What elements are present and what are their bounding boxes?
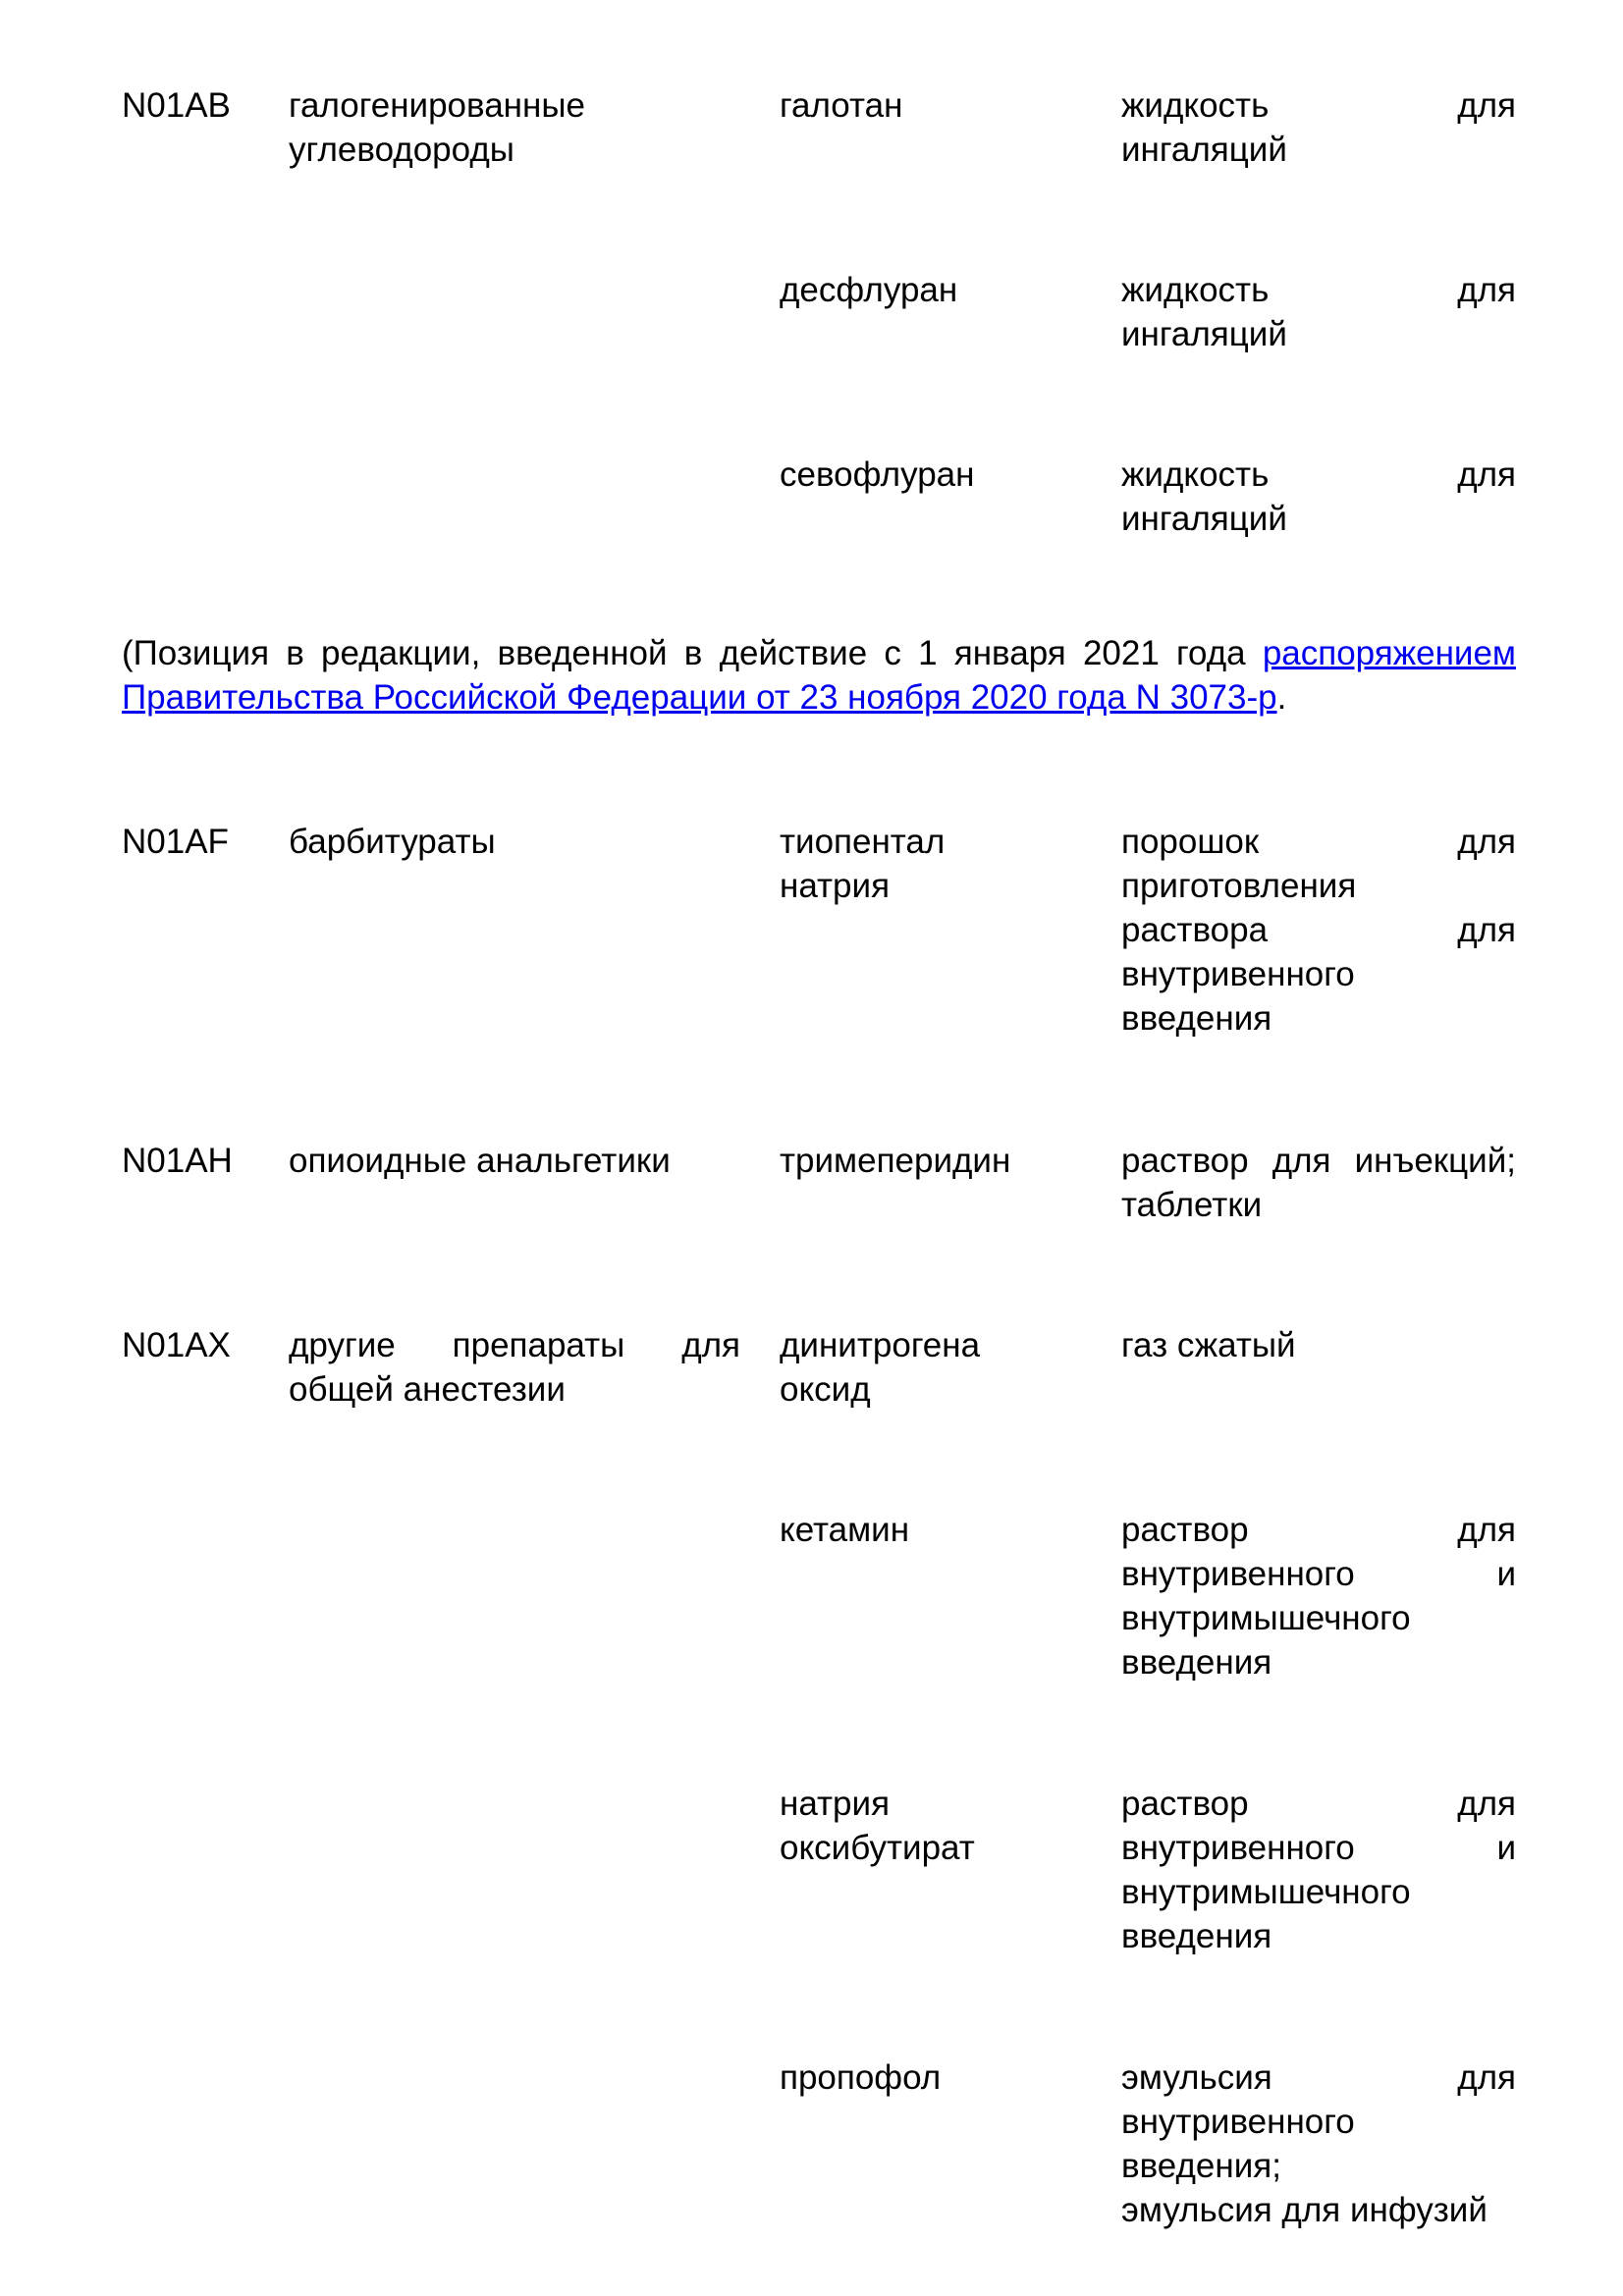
form-line: приготовления xyxy=(1121,867,1357,905)
anatomical-therapeutic-group xyxy=(289,1139,740,1183)
group-line: углеводороды xyxy=(289,131,514,169)
form-line: введения xyxy=(1121,1917,1272,1955)
amendment-note xyxy=(122,631,1516,720)
drug-name xyxy=(780,453,1064,497)
form-line: эмульсия для инфузий xyxy=(1121,2191,1488,2229)
form-line: газ сжатый xyxy=(1121,1326,1296,1364)
form-line: введения; xyxy=(1121,2147,1281,2185)
note-prefix: (Позиция в редакции, введенной в действие с 1 января 2021 года xyxy=(122,634,1263,672)
form-line: жидкость для xyxy=(1121,86,1516,125)
form-line: внутривенного xyxy=(1121,2103,1355,2141)
drug-line: натрия xyxy=(780,1785,891,1823)
drug-line: тиопентал xyxy=(780,823,946,861)
drug-name xyxy=(780,1139,1064,1183)
dosage-form xyxy=(1121,453,1516,541)
drug-line: динитрогена xyxy=(780,1326,981,1364)
group-line: опиоидные анальгетики xyxy=(289,1142,671,1180)
form-line: раствор для xyxy=(1121,1511,1516,1549)
drug-line: натрия xyxy=(780,867,891,905)
form-line: жидкость для xyxy=(1121,455,1516,494)
atc-code: N01AH xyxy=(122,1142,233,1180)
form-line: таблетки xyxy=(1121,1186,1263,1224)
form-line: введения xyxy=(1121,999,1272,1038)
dosage-form xyxy=(1121,1782,1516,1958)
form-line: ингаляций xyxy=(1121,500,1287,538)
drug-line: оксид xyxy=(780,1370,871,1409)
form-line: раствор для xyxy=(1121,1785,1516,1823)
dosage-form xyxy=(1121,1508,1516,1684)
note-suffix: . xyxy=(1276,678,1287,717)
anatomical-therapeutic-group xyxy=(289,83,740,172)
amendment-link[interactable]: распоряжением Правительства Российской Федерации от 23 ноября 2020 года N 3073-р xyxy=(122,634,1516,717)
drug-name xyxy=(780,1508,1064,1552)
drug-name xyxy=(780,1782,1064,1870)
drug-line: оксибутират xyxy=(780,1829,975,1867)
dosage-form xyxy=(1121,268,1516,356)
drug-name xyxy=(780,1323,1064,1412)
form-line: раствора для xyxy=(1121,911,1516,949)
form-line: внутримышечного xyxy=(1121,1873,1411,1911)
group-line: общей анестезии xyxy=(289,1370,566,1409)
drug-name xyxy=(780,83,1064,128)
drug-line: севофлуран xyxy=(780,455,975,494)
form-line: внутривенного и xyxy=(1121,1555,1516,1593)
drug-line: пропофол xyxy=(780,2058,942,2097)
form-line: ингаляций xyxy=(1121,315,1287,353)
drug-line: кетамин xyxy=(780,1511,910,1549)
drug-line: тримеперидин xyxy=(780,1142,1011,1180)
anatomical-therapeutic-group xyxy=(289,1323,740,1412)
atc-code: N01AX xyxy=(122,1326,231,1364)
drug-name xyxy=(780,268,1064,312)
form-line: внутривенного xyxy=(1121,955,1355,993)
group-line: барбитураты xyxy=(289,823,496,861)
dosage-form xyxy=(1121,1139,1516,1227)
form-line: внутримышечного xyxy=(1121,1599,1411,1637)
form-line: введения xyxy=(1121,1643,1272,1682)
dosage-form xyxy=(1121,820,1516,1041)
form-line: внутривенного и xyxy=(1121,1829,1516,1867)
atc-code: N01AF xyxy=(122,823,229,861)
drug-name xyxy=(780,2056,1064,2100)
drug-name xyxy=(780,820,1064,908)
form-line: порошок для xyxy=(1121,823,1516,861)
dosage-form xyxy=(1121,83,1516,172)
form-line: эмульсия для xyxy=(1121,2058,1516,2097)
dosage-form xyxy=(1121,2056,1516,2232)
dosage-form xyxy=(1121,1323,1516,1367)
form-line: жидкость для xyxy=(1121,271,1516,309)
group-line: другие препараты для xyxy=(289,1326,740,1364)
drug-line: десфлуран xyxy=(780,271,958,309)
form-line: раствор для инъекций; xyxy=(1121,1142,1516,1180)
group-line: галогенированные xyxy=(289,86,585,125)
atc-code: N01AB xyxy=(122,86,231,125)
form-line: ингаляций xyxy=(1121,131,1287,169)
anatomical-therapeutic-group xyxy=(289,820,740,864)
drug-line: галотан xyxy=(780,86,903,125)
